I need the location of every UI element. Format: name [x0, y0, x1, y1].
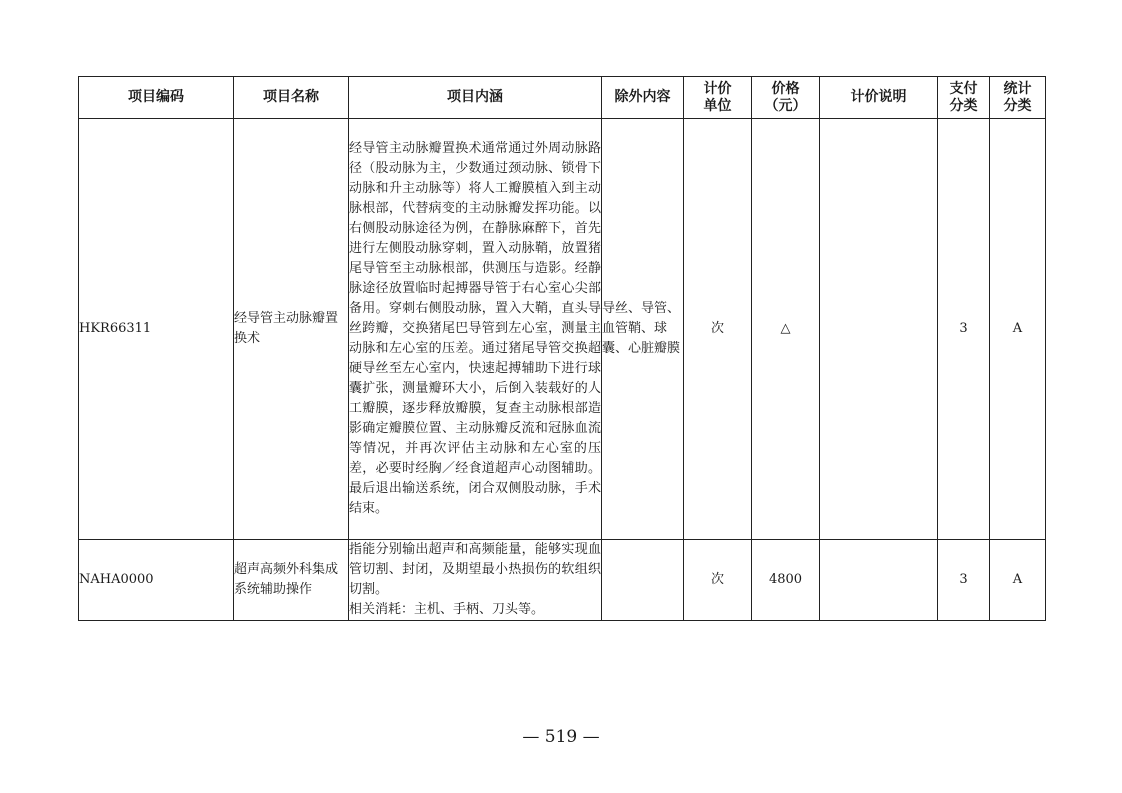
header-stat-line2: 分类 [1003, 97, 1032, 114]
cell-pricing-note [820, 119, 938, 540]
cell-content [349, 540, 602, 621]
cell-content: 经导管主动脉瓣置换术通常通过外周动脉路径（股动脉为主，少数通过颈动脉、锁骨下动脉和升主动脉等）将人工瓣膜植入到主动脉根部，代替病变的主动脉瓣发挥功能。以右侧股动脉途径为例，在静脉麻醉下，首先进行左侧股动脉穿刺，置入动脉鞘，放置猪尾导管至主动脉根部，供测压与造影。经静脉途径放置临时起搏器导管于右心室心尖部备用。穿刺右侧股动脉，置入大鞘，直头导丝跨瓣，交换猪尾巴导管到左心室，测量主动脉和左心室的压差。通过猪尾导管交换超硬导丝至左心室内，快速起搏辅助下进行球囊扩张，测量瓣环大小，后倒入装载好的人工瓣膜，逐步释放瓣膜，复查主动脉根部造影确定瓣膜位置、主动脉瓣反流和冠脉血流等情况，并再次评估主动脉和左心室的压差，必要时经胸／经食道超声心动图辅助。最后退出输送系统，闭合双侧股动脉，手术结束。 [349, 119, 602, 540]
cell-exclusions: 导丝、导管、血管鞘、球囊、心脏瓣膜 [602, 119, 684, 540]
header-content: 项目内涵 [349, 77, 602, 119]
header-exclusions: 除外内容 [602, 77, 684, 119]
table-row [79, 540, 1046, 621]
cell-exclusions [602, 540, 684, 621]
cell-price: 4800 [752, 540, 820, 621]
header-payment [938, 77, 990, 119]
cell-payment: 3 [938, 540, 990, 621]
header-unit [684, 77, 752, 119]
cell-name: 超声高频外科集成系统辅助操作 [234, 540, 349, 621]
cell-code: NAHA0000 [79, 540, 234, 621]
cell-payment: 3 [938, 119, 990, 540]
header-name: 项目名称 [234, 77, 349, 119]
cell-stat: A [990, 540, 1046, 621]
header-price-line2: （元） [764, 97, 807, 114]
header-price [752, 77, 820, 119]
cell-unit: 次 [684, 540, 752, 621]
header-row [79, 77, 1046, 119]
header-unit-line1: 计价 [703, 80, 732, 97]
cell-name: 经导管主动脉瓣置换术 [234, 119, 349, 540]
header-stat [990, 77, 1046, 119]
cell-price: △ [752, 119, 820, 540]
header-pricing-note: 计价说明 [820, 77, 938, 119]
header-price-line1: 价格 [771, 80, 800, 97]
cell-stat: A [990, 119, 1046, 540]
fee-schedule-table [78, 76, 1046, 621]
cell-unit: 次 [684, 119, 752, 540]
content-consumables-note: 相关消耗：主机、手柄、刀头等。 [349, 602, 545, 617]
page-number: — 519 — [522, 727, 600, 747]
header-payment-line2: 分类 [949, 97, 978, 114]
cell-code: HKR66311 [79, 119, 234, 540]
content-main-text: 指能分别输出超声和高频能量，能够实现血管切割、封闭，及期望最小热损伤的软组织切割。 [349, 542, 601, 597]
header-payment-line1: 支付 [949, 80, 978, 97]
header-code: 项目编码 [79, 77, 234, 119]
header-unit-line2: 单位 [703, 97, 732, 114]
cell-pricing-note [820, 540, 938, 621]
table-row [79, 119, 1046, 540]
header-stat-line1: 统计 [1003, 80, 1032, 97]
